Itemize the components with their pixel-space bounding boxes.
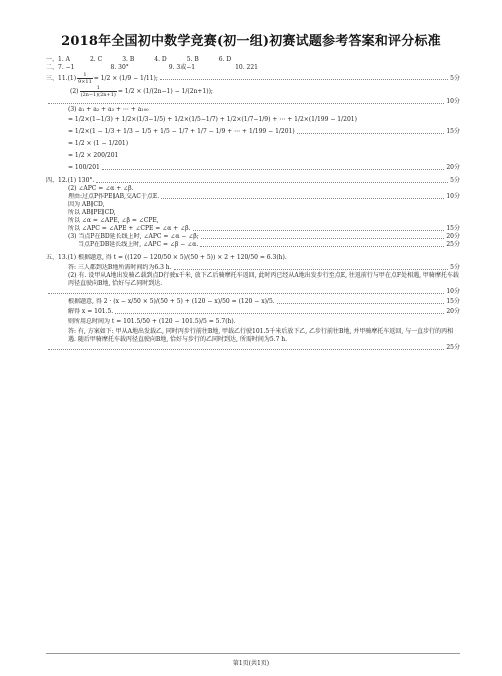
q12-step4-text: 所以 ∠APC = ∠APE + ∠CPE = ∠α + ∠β.: [68, 225, 191, 232]
leader-dots: [96, 178, 448, 183]
q13-time: [46, 316, 460, 328]
score-label: 5分: [450, 264, 460, 271]
q12-step3-text: 所以 ∠α = ∠APE, ∠β = ∠CPE,: [68, 217, 159, 224]
q13-part2-score-row: [46, 288, 460, 296]
q12-reason: [46, 193, 460, 201]
q13-part1-text: (1) 根据题意, 得 t = ((120 − 120/50 × 5)/(50 + 5)) × 2 + 120/50 = 6.3(h).: [67, 254, 287, 261]
fraction-2n: $\frac{1}{(2n-1)(2n+1)}$: [80, 85, 116, 98]
leader-dots: [48, 289, 444, 294]
score-label: 20分: [446, 308, 460, 315]
q13-answer2-text: 答: 有, 方案如下: 甲从A地出发载乙, 同时丙步行前往B地, 甲载乙行驶101.5千米后放下乙, 乙步行前往B地, 并甲骑摩托车返回, 与一直步行的丙相遇. 随后甲骑摩托车载丙径直驶向B地, 恰好与步行的乙同时到达, 所需时间为5.7 h.: [68, 328, 454, 343]
score-label: 10分: [446, 193, 460, 200]
q11-part3-line3: [46, 138, 460, 150]
q12-reason-text: 理由:过点P作PE∥AB,交AC于点E.: [68, 193, 160, 200]
fraction-9x11: $\frac{1}{9\times 11}$: [78, 72, 92, 85]
q13-part2: (2) 有. 设甲从A地出发骑乙载到点D行驶x千米, 放下乙后骑摩托车返回, 此时丙已经从A地出发步行至点E, 往返前行与甲在点F处相遇, 甲骑摩托车载丙径直驶向B地, 恰好与乙同时到达.: [68, 272, 459, 287]
q13-answer2: [46, 328, 460, 344]
answer-7: 7. −1: [58, 64, 75, 71]
q13-solve: [46, 308, 460, 316]
leader-dots: [200, 242, 444, 247]
q12-part2-text: (2) ∠APC = ∠α + ∠β.: [68, 185, 134, 192]
leader-dots: [297, 129, 445, 134]
q11-line4: = 1/2 × 200/201: [68, 152, 119, 159]
section-3-label: 三、11.: [46, 74, 68, 82]
q11-part3-line5: [46, 162, 460, 174]
answer-3: 3. B: [122, 56, 135, 63]
answer-4: 4. D: [154, 56, 167, 63]
section-2-label: 二、: [46, 64, 59, 71]
answer-content: [46, 56, 460, 352]
score-label: 10分: [446, 288, 460, 295]
answer-8: 8. 30°: [110, 64, 129, 71]
q12-part3b: [46, 241, 460, 249]
q12-step1: [46, 201, 460, 209]
answer-2: 2. C: [89, 56, 103, 63]
q11-line2: = 1/2×(1 − 1/3 + 1/3 − 1/5 + 1/5 − 1/7 + 1/7 − 1/9 + ⋯ + 1/199 − 1/201): [68, 128, 295, 135]
q12-part3a: [46, 233, 460, 241]
section-5-label: 五、13.: [46, 254, 68, 261]
q11-part2: [46, 85, 460, 98]
q13-answer2-score-row: [46, 344, 460, 352]
q11-part3-sum: (3) a₁ + a₂ + a₃ + ⋯ + a₁₀₀: [68, 106, 149, 113]
q11-part3-line1: [46, 114, 460, 126]
leader-dots: [201, 234, 445, 239]
answer-9: 9. 3或−1: [168, 64, 196, 71]
leader-dots: [161, 194, 444, 199]
section-1-row: [46, 56, 460, 64]
q13-solve-text: 解得 x = 101.5.: [68, 308, 114, 315]
leader-dots: [115, 309, 444, 314]
answer-5: 5. B: [186, 56, 199, 63]
leader-dots: [48, 99, 444, 104]
q11-part2-lead: (2): [70, 87, 79, 95]
q13-equation-text: 根据题意, 得 2 · (x − x/50 × 5)/(50 + 5) + (120 − x)/50 = (120 − x)/5.: [68, 298, 275, 305]
leader-dots: [174, 265, 449, 270]
q11-part3-line4: [46, 150, 460, 162]
score-label: 5分: [450, 74, 460, 82]
score-label: 20分: [446, 164, 460, 171]
q11-part1: [46, 72, 460, 85]
q11-line1: = 1/2×(1−1/3) + 1/2×(1/3−1/5) + 1/2×(1/5−1/7) + 1/2×(1/7−1/9) + ⋯ + 1/2×(1/199 − 1/201): [68, 116, 357, 123]
leader-dots: [193, 226, 445, 231]
answer-1: 1. A: [58, 56, 70, 63]
score-label: 20分: [446, 233, 460, 240]
q13-answer1-text: 答: 三人都到达B地所需时间约为6.3 h.: [68, 264, 172, 271]
page-footer: 第1页(共1页): [232, 660, 270, 667]
page-title: 2018年全国初中数学竞赛(初一组)初赛试题参考答案和评分标准: [61, 34, 441, 49]
answer-10: 10. 221: [235, 64, 258, 71]
q13-equation: [46, 296, 460, 308]
leader-dots: [48, 345, 444, 350]
q11-part1-expr: = 1/2 × (1/9 − 1/11);: [93, 74, 158, 82]
answer-6: 6. D: [218, 56, 232, 63]
q12-part3a-text: (3) 当点P在BD延长线上时, ∠APC = ∠α − ∠β;: [68, 233, 199, 240]
q12-part2: [46, 185, 460, 193]
q12-step2-text: 所以 AB∥PE∥CD,: [68, 209, 116, 216]
leader-dots: [277, 299, 445, 304]
q11-line5: = 100/201: [68, 164, 100, 171]
leader-dots: [102, 165, 444, 170]
q11-part2-score-row: [46, 98, 460, 106]
score-label: 25分: [446, 241, 460, 248]
q13-answer1: [46, 264, 460, 272]
q12-part1: [46, 177, 460, 185]
score-label: 15分: [446, 298, 460, 305]
q13-time-text: 则所用总时间为 t = 101.5/50 + (120 − 101.5)/5 = 5.7(h).: [68, 318, 236, 325]
footer-divider: [46, 653, 460, 654]
q12-step1-text: 因为 AB∥CD,: [68, 201, 105, 208]
q13-part1: [46, 252, 460, 264]
q11-part3-lead: [46, 106, 460, 114]
q12-part1-text: (1) 130°.: [67, 177, 95, 184]
leader-dots: [160, 75, 448, 80]
score-label: 15分: [446, 225, 460, 232]
section-2-row: [46, 64, 460, 72]
score-label: 5分: [450, 177, 460, 184]
section-4-label: 四、12.: [46, 177, 68, 184]
q11-part1-lead: (1): [67, 74, 77, 82]
q11-part2-expr: = 1/2 × (1/(2n−1) − 1/(2n+1));: [117, 87, 213, 95]
q12-step4: [46, 225, 460, 233]
q11-line3: = 1/2 × (1 − 1/201): [68, 140, 129, 147]
score-label: 10分: [446, 98, 460, 105]
section-1-label: 一、: [46, 56, 59, 63]
score-label: 15分: [446, 128, 460, 135]
score-label: 25分: [446, 344, 460, 351]
q12-part3b-text: 当点P在DB延长线上时, ∠APC = ∠β − ∠α.: [78, 241, 199, 248]
q11-part3-line2: [46, 126, 460, 138]
q12-step2: [46, 209, 460, 217]
q12-step3: [46, 217, 460, 225]
